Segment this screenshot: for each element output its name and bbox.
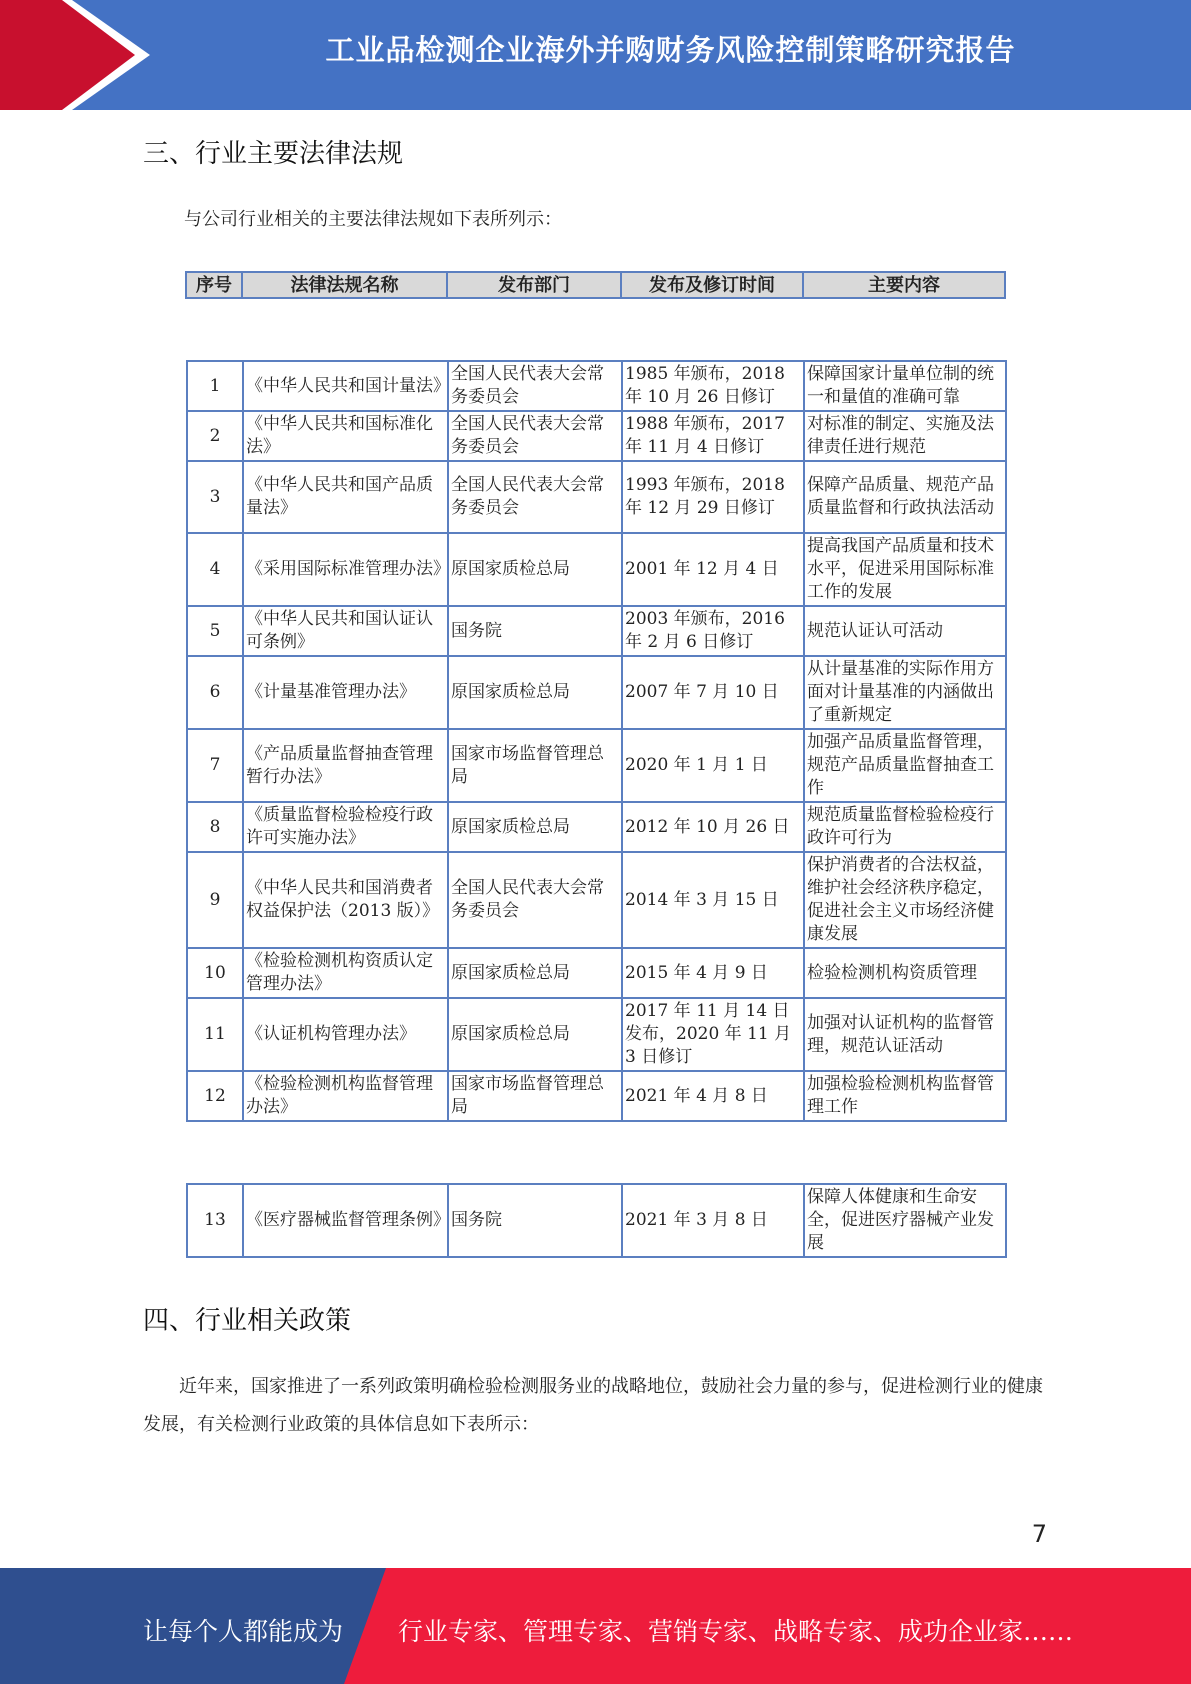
cell-content: 对标准的制定、实施及法律责任进行规范 <box>804 411 1006 461</box>
cell-dept: 全国人民代表大会常务委员会 <box>448 361 622 411</box>
cell-content: 保护消费者的合法权益，维护社会经济秩序稳定，促进社会主义市场经济健康发展 <box>804 852 1006 948</box>
cell-name: 《质量监督检验检疫行政许可实施办法》 <box>243 802 448 852</box>
cell-time: 1985 年颁布，2018 年 10 月 26 日修订 <box>622 361 804 411</box>
col-header-name: 法律法规名称 <box>242 272 447 298</box>
cell-name: 《中华人民共和国产品质量法》 <box>243 461 448 533</box>
cell-name: 《中华人民共和国认证认可条例》 <box>243 606 448 656</box>
cell-dept: 全国人民代表大会常务委员会 <box>448 461 622 533</box>
cell-seq: 2 <box>187 411 243 461</box>
header-chevron-red <box>0 0 135 110</box>
page-number: 7 <box>1031 1520 1047 1548</box>
footer-slogan-right: 行业专家、管理专家、营销专家、战略专家、成功企业家…… <box>398 1617 1074 1646</box>
col-header-time: 发布及修订时间 <box>621 272 803 298</box>
cell-content: 提高我国产品质量和技术水平，促进采用国际标准工作的发展 <box>804 533 1006 606</box>
cell-content: 规范认证认可活动 <box>804 606 1006 656</box>
table-row <box>187 802 1006 852</box>
cell-time: 2014 年 3 月 15 日 <box>622 852 804 948</box>
cell-seq: 9 <box>187 852 243 948</box>
cell-dept: 原国家质检总局 <box>448 948 622 998</box>
cell-seq: 7 <box>187 729 243 802</box>
cell-seq: 3 <box>187 461 243 533</box>
cell-dept: 国务院 <box>448 1184 622 1257</box>
cell-time: 1988 年颁布，2017 年 11 月 4 日修订 <box>622 411 804 461</box>
report-title: 工业品检测企业海外并购财务风险控制策略研究报告 <box>325 33 1016 67</box>
cell-name: 《医疗器械监督管理条例》 <box>243 1184 448 1257</box>
table-row <box>187 1184 1006 1257</box>
law-table-header <box>185 271 1006 299</box>
cell-time: 1993 年颁布，2018 年 12 月 29 日修订 <box>622 461 804 533</box>
table-row <box>187 1071 1006 1121</box>
cell-name: 《认证机构管理办法》 <box>243 998 448 1071</box>
cell-seq: 6 <box>187 656 243 729</box>
table-row <box>187 729 1006 802</box>
page-header <box>0 0 1191 110</box>
cell-dept: 原国家质检总局 <box>448 998 622 1071</box>
col-header-content: 主要内容 <box>803 272 1005 298</box>
cell-seq: 8 <box>187 802 243 852</box>
cell-seq: 4 <box>187 533 243 606</box>
cell-name: 《采用国际标准管理办法》 <box>243 533 448 606</box>
cell-seq: 5 <box>187 606 243 656</box>
cell-dept: 全国人民代表大会常务委员会 <box>448 411 622 461</box>
footer-slogan-left: 让每个人都能成为 <box>143 1617 344 1646</box>
col-header-seq: 序号 <box>186 272 242 298</box>
law-table-continued <box>186 1183 1007 1258</box>
cell-content: 加强对认证机构的监督管理，规范认证活动 <box>804 998 1006 1071</box>
table-row <box>187 606 1006 656</box>
table-row <box>187 852 1006 948</box>
cell-time: 2015 年 4 月 9 日 <box>622 948 804 998</box>
table-row <box>187 948 1006 998</box>
cell-dept: 国家市场监督管理总局 <box>448 729 622 802</box>
cell-name: 《计量基准管理办法》 <box>243 656 448 729</box>
cell-content: 加强产品质量监督管理，规范产品质量监督抽查工作 <box>804 729 1006 802</box>
table-row <box>187 361 1006 411</box>
cell-content: 加强检验检测机构监督管理工作 <box>804 1071 1006 1121</box>
law-table-body <box>186 360 1007 1122</box>
cell-name: 《产品质量监督抽查管理暂行办法》 <box>243 729 448 802</box>
cell-seq: 12 <box>187 1071 243 1121</box>
cell-dept: 国家市场监督管理总局 <box>448 1071 622 1121</box>
cell-dept: 原国家质检总局 <box>448 656 622 729</box>
cell-time: 2017 年 11 月 14 日发布，2020 年 11 月 3 日修订 <box>622 998 804 1071</box>
cell-time: 2007 年 7 月 10 日 <box>622 656 804 729</box>
cell-name: 《检验检测机构资质认定管理办法》 <box>243 948 448 998</box>
cell-dept: 原国家质检总局 <box>448 802 622 852</box>
cell-time: 2021 年 3 月 8 日 <box>622 1184 804 1257</box>
cell-time: 2021 年 4 月 8 日 <box>622 1071 804 1121</box>
cell-seq: 10 <box>187 948 243 998</box>
table-row <box>187 998 1006 1071</box>
table-row <box>187 533 1006 606</box>
cell-time: 2003 年颁布，2016 年 2 月 6 日修订 <box>622 606 804 656</box>
cell-time: 2012 年 10 月 26 日 <box>622 802 804 852</box>
page-footer <box>0 1568 1191 1684</box>
cell-content: 检验检测机构资质管理 <box>804 948 1006 998</box>
cell-content: 规范质量监督检验检疫行政许可行为 <box>804 802 1006 852</box>
cell-time: 2001 年 12 月 4 日 <box>622 533 804 606</box>
section3-intro: 与公司行业相关的主要法律法规如下表所列示： <box>184 209 562 230</box>
cell-name: 《中华人民共和国标准化法》 <box>243 411 448 461</box>
cell-content: 从计量基准的实际作用方面对计量基准的内涵做出了重新规定 <box>804 656 1006 729</box>
cell-name: 《中华人民共和国消费者权益保护法（2013 版）》 <box>243 852 448 948</box>
cell-name: 《中华人民共和国计量法》 <box>243 361 448 411</box>
cell-seq: 1 <box>187 361 243 411</box>
cell-content: 保障国家计量单位制的统一和量值的准确可靠 <box>804 361 1006 411</box>
cell-content: 保障人体健康和生命安全，促进医疗器械产业发展 <box>804 1184 1006 1257</box>
section4-paragraph: 近年来，国家推进了一系列政策明确检验检测服务业的战略地位，鼓励社会力量的参与，促进检测行业的健康发展，有关检测行业政策的具体信息如下表所示： <box>143 1376 1043 1435</box>
cell-seq: 11 <box>187 998 243 1071</box>
col-header-dept: 发布部门 <box>447 272 621 298</box>
cell-dept: 国务院 <box>448 606 622 656</box>
cell-dept: 原国家质检总局 <box>448 533 622 606</box>
table-row <box>187 411 1006 461</box>
table-row <box>187 656 1006 729</box>
table-row <box>187 461 1006 533</box>
cell-content: 保障产品质量、规范产品质量监督和行政执法活动 <box>804 461 1006 533</box>
cell-name: 《检验检测机构监督管理办法》 <box>243 1071 448 1121</box>
cell-dept: 全国人民代表大会常务委员会 <box>448 852 622 948</box>
cell-time: 2020 年 1 月 1 日 <box>622 729 804 802</box>
section3-heading: 三、行业主要法律法规 <box>143 139 404 169</box>
section4-heading: 四、行业相关政策 <box>143 1306 352 1336</box>
cell-seq: 13 <box>187 1184 243 1257</box>
